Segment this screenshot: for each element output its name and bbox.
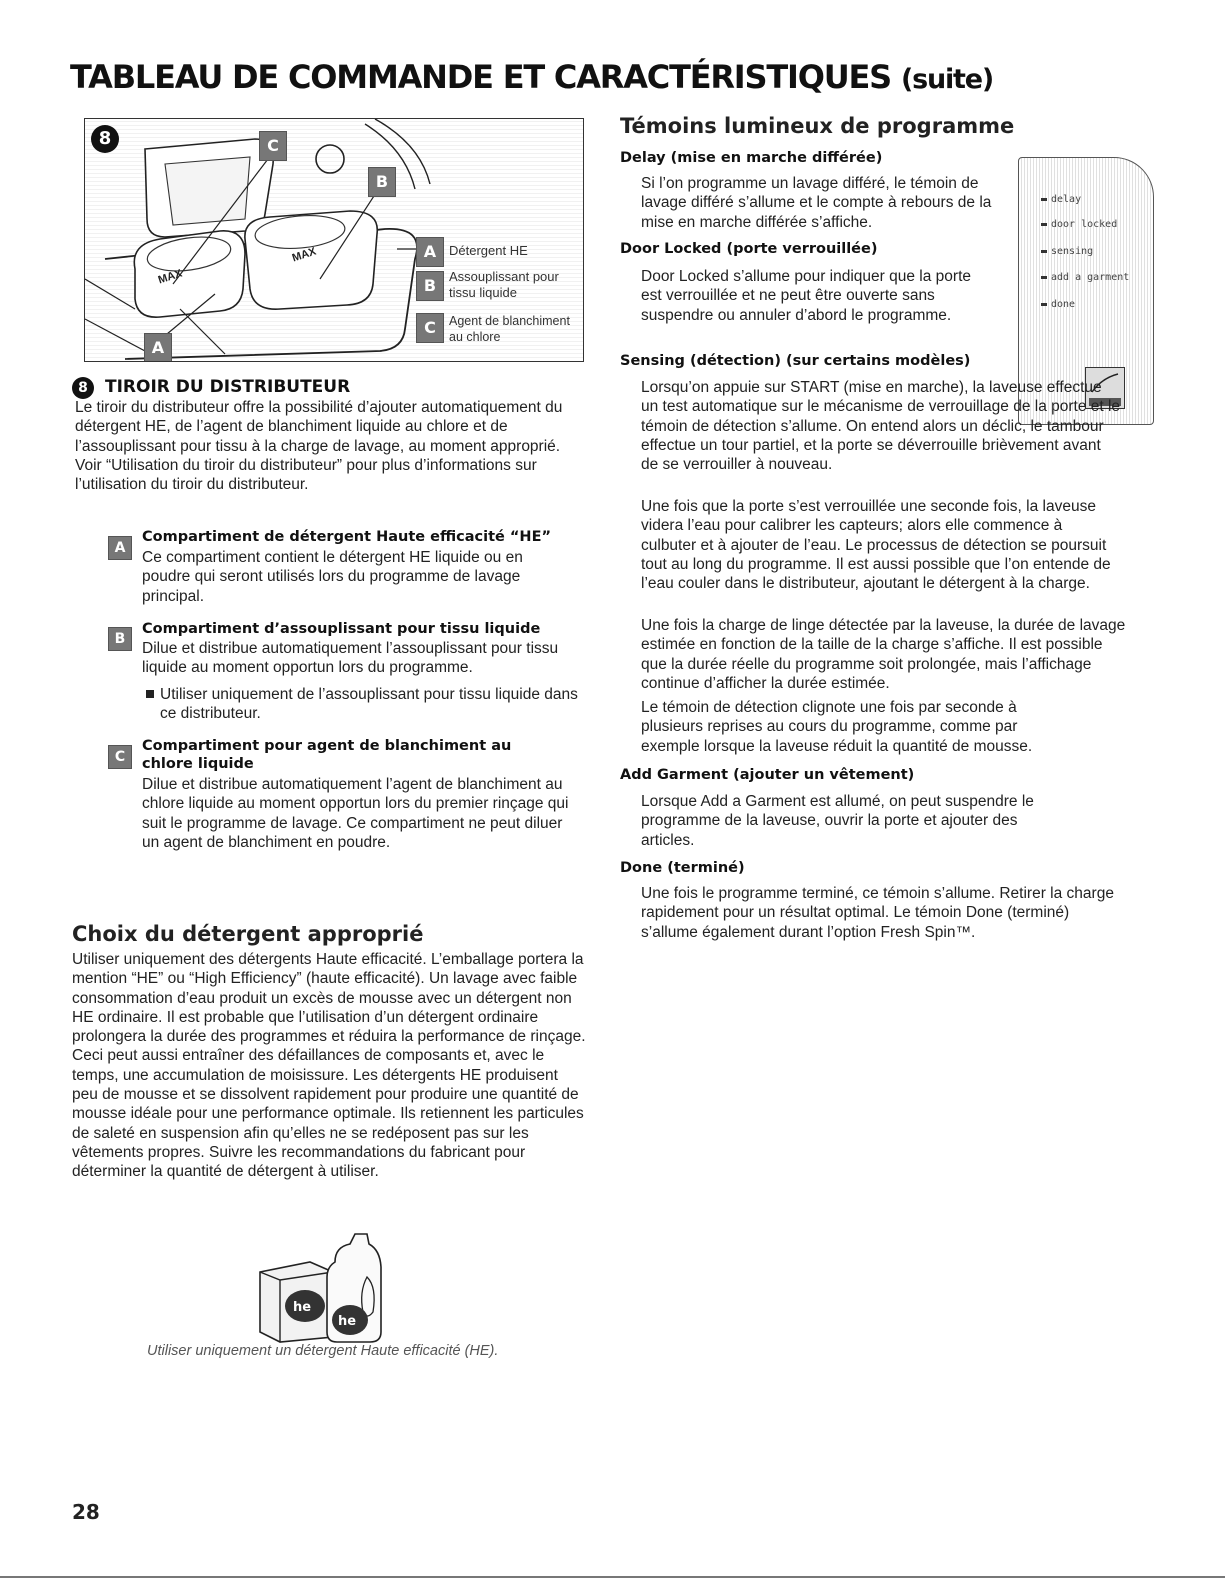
item-b-title: Compartiment d’assouplissant pour tissu liquide [142, 621, 541, 637]
detergent-text: Utiliser uniquement des détergents Haute efficacité. L’emballage portera la mention “HE” ou “High Efficiency” (haute efficacité). Un lavage avec faible consommation d’eau produit un excès de mousse avec un détergent non HE ordinaire. Il est probable que l’utilisation d’un détergent ordinaire prolongera la durée des programmes et réduira la performance de rinçage. Ceci peut aussi entraîner des défaillances de composants et, avec le temps, une accumulation de moisissure. Les détergents HE produisent peu de mousse et se dissolvent rapidement pour produire une quantité de mousse idéale pour une performance optimale. Ils retiennent les particules de saleté en suspension afin qu’elles ne se redéposent pas sur les vêtements propres. Suivre les recommandations du fabricant pour déterminer la quantité de détergent à utiliser. [72, 951, 586, 1181]
delay-title: Delay (mise en marche différée) [620, 150, 883, 166]
delay-text: Si l’on programme un lavage différé, le témoin de lavage différé s’allume et le compte à rebours de la mise en marche différée s’affiche. [641, 175, 992, 231]
figure-callout-a: A [144, 333, 172, 362]
panel-item-done: done [1041, 299, 1075, 310]
panel-item-add-garment: add a garment [1041, 272, 1129, 283]
bullet-marker [146, 690, 154, 698]
max-fill-label-left: MAX [156, 267, 184, 287]
door-locked-title: Door Locked (porte verrouillée) [620, 241, 878, 257]
max-fill-label-right: MAX [290, 245, 318, 265]
he-detergent-illustration [255, 1232, 395, 1344]
dispenser-illustration [84, 118, 584, 362]
legend-text-b: Assouplissant pour tissu liquide [449, 269, 559, 300]
he-logo-box: he [293, 1300, 312, 1315]
page-number: 28 [72, 1500, 100, 1524]
item-a-text: Ce compartiment contient le détergent HE liquide ou en poudre qui seront utilisés lors du programme de lavage principal. [142, 549, 523, 605]
lights-section-title: Témoins lumineux de programme [620, 114, 1015, 138]
legend-letter-c: C [416, 313, 444, 343]
indicator-light-icon [1041, 198, 1047, 201]
done-text: Une fois le programme terminé, ce témoin s’allume. Retirer la charge rapidement pour un résultat optimal. Le témoin Done (terminé) s’allume également durant l’option Fresh Spin™. [641, 885, 1114, 941]
indicator-light-icon [1041, 250, 1047, 253]
item-b-bullet: Utiliser uniquement de l’assouplissant pour tissu liquide dans ce distributeur. [160, 686, 578, 723]
panel-item-delay: delay [1041, 194, 1081, 205]
page-title-main: TABLEAU DE COMMANDE ET CARACTÉRISTIQUES [70, 58, 891, 96]
item-b-letter: B [108, 627, 132, 651]
detergent-caption: Utiliser uniquement un détergent Haute efficacité (HE). [147, 1343, 499, 1359]
page-title-suffix: (suite) [900, 64, 993, 95]
section-number-badge: 8 [72, 377, 94, 399]
dispenser-intro: Le tiroir du distributeur offre la possibilité d’ajouter automatiquement du détergent HE, de l’agent de blanchiment liquide au chlore et de l’assouplissant pour tissu à la charge de lavage, au moment approprié. Voir “Utilisation du tiroir du distributeur” pour plus d’informations sur l’utilisation du tiroir du distributeur. [75, 399, 563, 494]
indicator-light-icon [1041, 276, 1047, 279]
page-title [70, 58, 993, 96]
sensing-title: Sensing (détection) (sur certains modèles) [620, 353, 971, 369]
legend-letter-a: A [416, 237, 444, 267]
done-title: Done (terminé) [620, 860, 745, 876]
door-locked-text: Door Locked s’allume pour indiquer que la porte est verrouillée et ne peut être ouverte sans suspendre ou annuler d’abord le programme. [641, 268, 972, 324]
item-c-title: Compartiment pour agent de blanchiment au chlore liquide [142, 738, 512, 772]
figure-callout-b: B [368, 167, 396, 197]
detergent-section-title: Choix du détergent approprié [72, 922, 424, 946]
panel-item-door-locked: door locked [1041, 219, 1117, 230]
add-garment-title: Add Garment (ajouter un vêtement) [620, 767, 915, 783]
legend-letter-b: B [416, 271, 444, 301]
add-garment-text: Lorsque Add a Garment est allumé, on peut suspendre le programme de la laveuse, ouvrir la porte et ajouter des articles. [641, 793, 1034, 849]
item-a-title: Compartiment de détergent Haute efficacité “HE” [142, 529, 552, 545]
item-c-text: Dilue et distribue automatiquement l’agent de blanchiment au chlore liquide au moment opportun lors du premier rinçage qui suit le programme de lavage. Ce compartiment ne peut diluer un agent de blanchiment en poudre. [142, 776, 569, 851]
legend-text-a: Détergent HE [449, 243, 528, 258]
figure-callout-c: C [259, 131, 287, 161]
dispenser-section-title: TIROIR DU DISTRIBUTEUR [105, 377, 351, 397]
legend-text-c: Agent de blanchiment au chlore [449, 314, 570, 344]
he-logo-bottle: he [338, 1314, 357, 1329]
figure-number-badge: 8 [91, 125, 119, 153]
bottom-rule [0, 1576, 1225, 1578]
item-b-text: Dilue et distribue automatiquement l’assouplissant pour tissu liquide au moment opportun lors du programme. [142, 640, 559, 677]
indicator-light-icon [1041, 303, 1047, 306]
indicator-light-icon [1041, 223, 1047, 226]
sensing-text-2: Une fois que la porte s’est verrouillée une seconde fois, la laveuse videra l’eau pour calibrer les capteurs; alors elle commence à culbuter et à ajouter de l’eau. Le processus de détection se poursuit tout au long du programme. Il est aussi possible que l’on entende de l’eau couler dans le distributeur, ajoutant le détergent à la charge. [641, 498, 1111, 593]
item-a-letter: A [108, 536, 132, 560]
sensing-text-1: Lorsqu’on appuie sur START (mise en marche), la laveuse effectue un test automatique sur le mécanisme de verrouillage de la porte et le témoin de détection s’allume. On entend alors un déclic, le tambour effectue un tour partiel, et la porte se déverrouille brièvement avant de se verrouiller à nouveau. [641, 379, 1121, 474]
sensing-text-3: Une fois la charge de linge détectée par la laveuse, la durée de lavage estimée en fonction de la taille de la charge s’affiche. Il est possible que la durée réelle du programme soit prolongée, mais l’affichage continue d’afficher la durée estimée. [641, 617, 1126, 692]
sensing-text-4: Le témoin de détection clignote une fois par seconde à plusieurs reprises au cours du programme, comme par exemple lorsque la laveuse réduit la quantité de mousse. [641, 699, 1033, 755]
panel-item-sensing: sensing [1041, 246, 1093, 257]
item-c-letter: C [108, 745, 132, 769]
